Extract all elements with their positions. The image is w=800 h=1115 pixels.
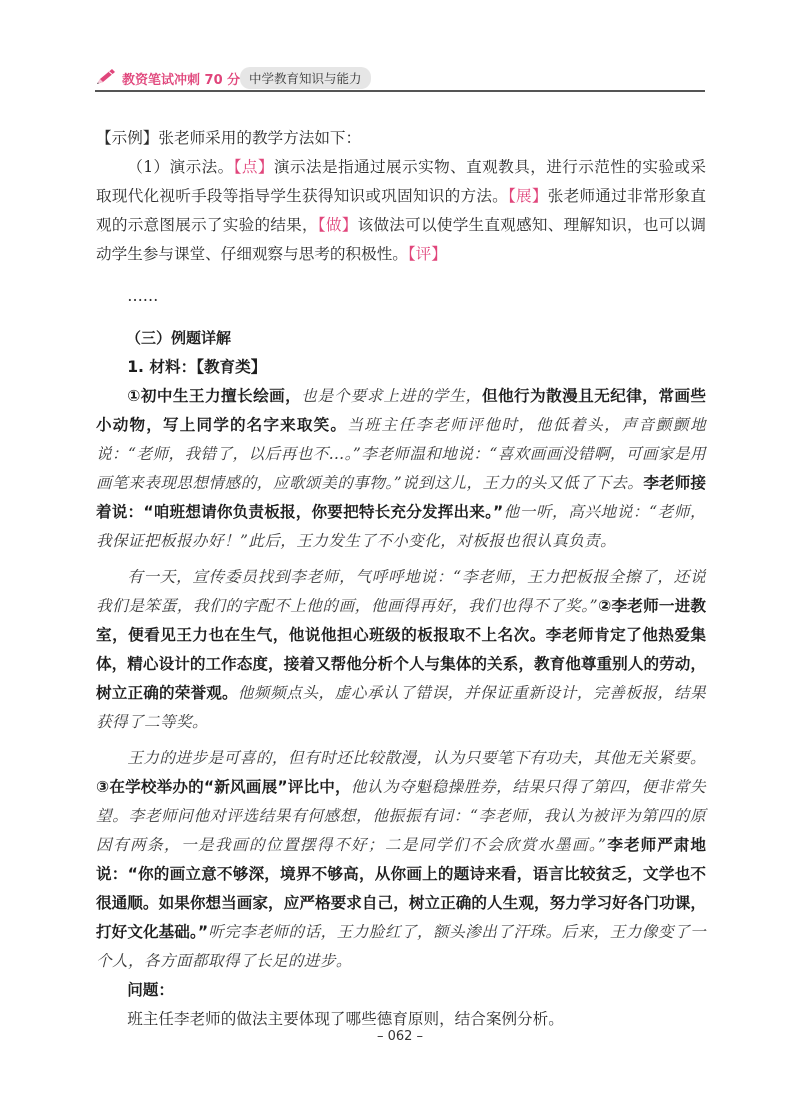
section-title: （三）例题详解 xyxy=(126,329,232,347)
p1-bold-3: 李老师接着说：“咱班想请你负责板报，你要把特长充分发挥出来。” xyxy=(96,474,706,521)
p3-text-3: 听完李老师的话，王力脸红了，额头渗出了汗珠。后来，王力像变了一个人，各方面都取得了长足的进步。 xyxy=(96,923,707,970)
question-text: 班主任李老师的做法主要体现了哪些德育原则，结合案例分析。 xyxy=(127,1010,564,1028)
material-paragraph-1 xyxy=(96,382,706,556)
expand-text: 张老师通过非常形象直观的示意图展示了实验的结果， xyxy=(96,187,706,234)
material-paragraph-2 xyxy=(96,563,706,737)
material-paragraph-3 xyxy=(96,744,706,976)
p1-text-3: 他一听，高兴地说：“老师，我保证把板报办好！”此后，王力发生了不小变化，对板报也很认真负责。 xyxy=(96,503,706,550)
series-title: 教资笔试冲刺 70 分 xyxy=(122,73,241,88)
pencil-icon xyxy=(95,68,117,86)
do-text: 该做法可以使学生直观感知、理解知识，也可以调动学生参与课堂、仔细观察与思考的积极性。 xyxy=(96,216,706,263)
header-rule xyxy=(95,90,705,92)
p3-bold-2: 李老师严肃地说：“你的画立意不够深，境界不够高，从你画上的题诗来看，语言比较贫乏，文学也不很通顺。如果你想当画家，应严格要求自己，树立正确的人生观，努力学习好各门功课，打好文化基础。” xyxy=(96,836,706,941)
page-number: – 062 – xyxy=(376,1029,424,1044)
question-label: 问题： xyxy=(127,981,174,999)
example-ellipsis: …… xyxy=(127,287,159,305)
page-content xyxy=(96,124,706,1034)
material-label: 1. 材料：【教育类】 xyxy=(127,358,267,376)
tag-comment: 【评】 xyxy=(407,245,447,263)
p3-bold-1: ③在学校举办的“新风画展”评比中， xyxy=(96,778,351,796)
subject-badge: 中学教育知识与能力 xyxy=(240,67,371,89)
example-intro xyxy=(96,124,706,153)
p1-bold-2: 但他行为散漫且无纪律，常画些小动物，写上同学的名字来取笑。 xyxy=(96,387,706,434)
p3-text-2: 他认为夺魁稳操胜券，结果只得了第四，便非常失望。李老师问他对评选结果有何感想，他振振有词：“李老师，我认为被评为第四的原因有两条，一是我画的位置摆得不好；二是同学们不会欣赏水墨画。” xyxy=(96,778,706,854)
p2-text-2: 他频频点头，虚心承认了错误，并保证重新设计，完善板报，结果获得了二等奖。 xyxy=(96,684,706,731)
tag-point: 【点】 xyxy=(233,158,274,176)
p1-text-1: 也是个要求上进的学生， xyxy=(301,387,482,405)
example-item-prefix: （1）演示法。 xyxy=(127,158,234,176)
p2-bold-1: ②李老师一进教室，便看见王力也在生气，他说他担心班级的板报取不上名次。李老师肯定了他热爱集体，精心设计的工作态度，接着又帮他分析个人与集体的关系，教育他尊重别人的劳动，树立正确的荣誉观。 xyxy=(96,597,706,702)
point-text: 演示法是指通过展示实物、直观教具，进行示范性的实验或采取现代化视听手段等指导学生获得知识或巩固知识的方法。 xyxy=(96,158,707,205)
p3-text-1: 王力的进步是可喜的，但有时还比较散漫，认为只要笔下有功夫，其他无关紧要。 xyxy=(127,749,706,767)
tag-expand: 【展】 xyxy=(508,187,548,205)
example-item xyxy=(96,153,706,269)
page-header xyxy=(95,66,705,92)
tag-do: 【做】 xyxy=(317,216,358,234)
p1-text-2: 当班主任李老师评他时，他低着头，声音颤颤地说：“老师，我错了，以后再也不…。”李老师温和地说：“喜欢画画没错啊，可画家是用画笔来表现思想情感的，应歌颂美的事物。”说到这儿，王力的头又低了下去。 xyxy=(96,416,706,492)
p2-text-1: 有一天，宣传委员找到李老师，气呼呼地说：“李老师，王力把板报全擦了，还说我们是笨蛋，我们的字配不上他的画，他画得再好，我们也得不了奖。” xyxy=(96,568,706,615)
p1-bold-1: ①初中生王力擅长绘画， xyxy=(127,387,302,405)
example-intro-text: 张老师采用的教学方法如下： xyxy=(158,129,362,147)
example-label: 【示例】 xyxy=(96,129,159,147)
